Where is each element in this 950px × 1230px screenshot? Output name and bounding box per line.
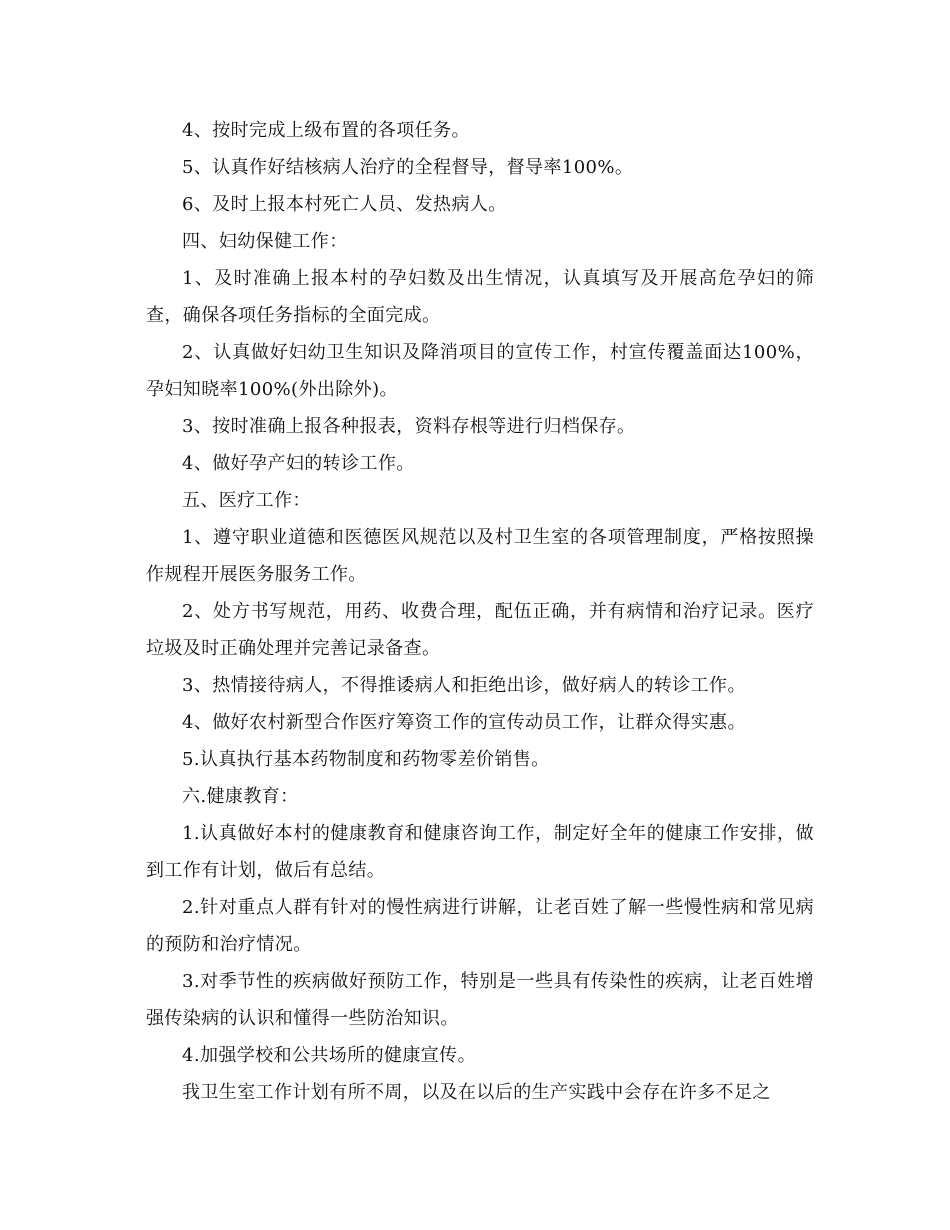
- paragraph-closing-remarks: 我卫生室工作计划有所不周，以及在以后的生产实践中会存在许多不足之: [182, 1082, 771, 1103]
- paragraph-report-deaths: 6、及时上报本村死亡人员、发热病人。: [182, 194, 507, 215]
- paragraph-prescription-rules: 2、处方书写规范，用药、收费合理，配伍正确，并有病情和治疗记录。医疗垃圾及时正确处理并完善记录备查。: [146, 601, 814, 659]
- section-heading-maternal-child: 四、妇幼保健工作：: [182, 231, 348, 252]
- paragraph-report-forms: 3、按时准确上报各种报表，资料存根等进行归档保存。: [182, 416, 636, 437]
- paragraph-chronic-disease: 2.针对重点人群有针对的慢性病进行讲解，让老百姓了解一些慢性病和常见病的预防和治疗情况。: [146, 897, 814, 955]
- paragraph-task-completion: 4、按时完成上级布置的各项任务。: [182, 120, 470, 141]
- paragraph-pregnancy-report: 1、及时准确上报本村的孕妇数及出生情况，认真填写及开展高危孕妇的筛查，确保各项任务指标的全面完成。: [146, 268, 814, 326]
- paragraph-seasonal-prevention: 3.对季节性的疾病做好预防工作，特别是一些具有传染性的疾病，让老百姓增强传染病的认识和懂得一些防治知识。: [146, 971, 814, 1029]
- paragraph-patient-reception: 3、热情接待病人，不得推诿病人和拒绝出诊，做好病人的转诊工作。: [182, 675, 746, 696]
- document-body: [146, 112, 814, 1111]
- paragraph-professional-ethics: 1、遵守职业道德和医德医风规范以及村卫生室的各项管理制度，严格按照操作规程开展医务服务工作。: [146, 527, 814, 585]
- paragraph-cooperative-medical: 4、做好农村新型合作医疗筹资工作的宣传动员工作，让群众得实惠。: [182, 712, 746, 733]
- paragraph-school-publicity: 4.加强学校和公共场所的健康宣传。: [182, 1045, 476, 1066]
- paragraph-essential-drugs: 5.认真执行基本药物制度和药物零差价销售。: [182, 749, 550, 770]
- paragraph-maternal-referral: 4、做好孕产妇的转诊工作。: [182, 453, 415, 474]
- paragraph-health-consulting: 1.认真做好本村的健康教育和健康咨询工作，制定好全年的健康工作安排，做到工作有计划，做后有总结。: [146, 823, 814, 881]
- paragraph-health-publicity: 2、认真做好妇幼卫生知识及降消项目的宣传工作，村宣传覆盖面达100%，孕妇知晓率100%(外出除外)。: [146, 342, 814, 400]
- section-heading-health-education: 六.健康教育：: [182, 786, 299, 807]
- paragraph-tb-supervision: 5、认真作好结核病人治疗的全程督导，督导率100%。: [182, 157, 634, 178]
- section-heading-medical-work: 五、医疗工作：: [182, 490, 311, 511]
